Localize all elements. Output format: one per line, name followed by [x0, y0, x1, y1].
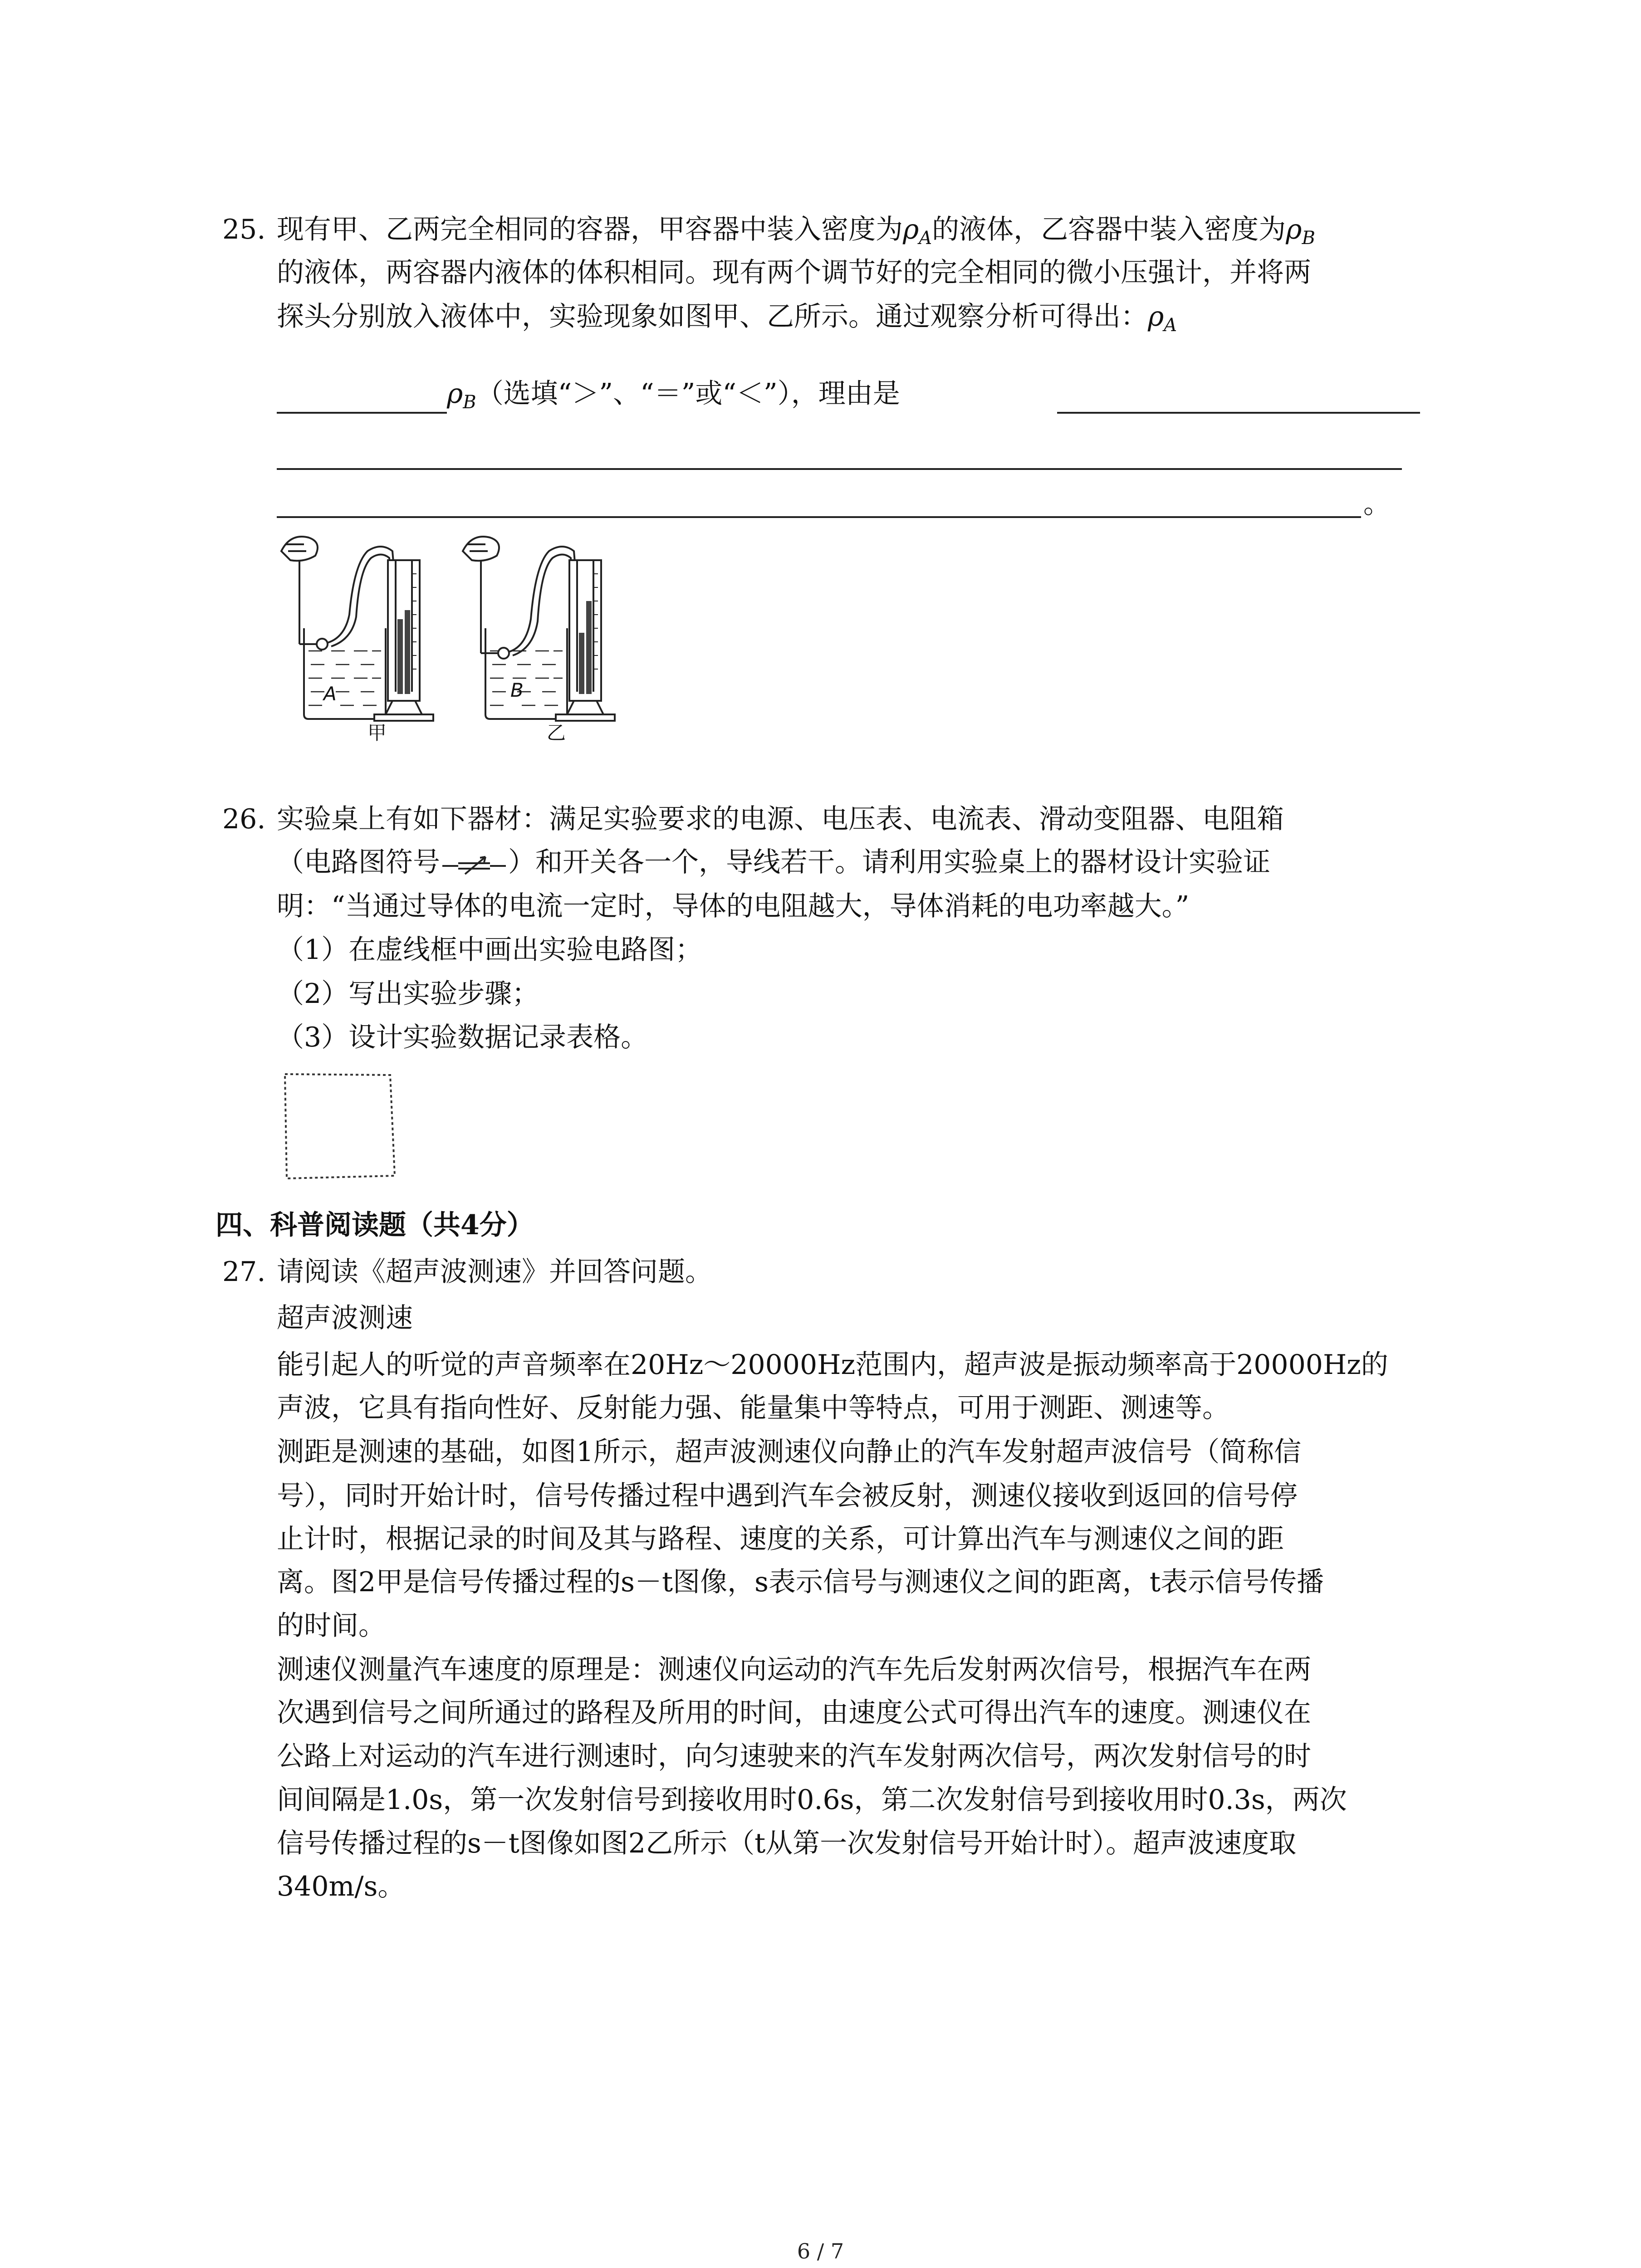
article-paragraph-2-line-4: 离。图2甲是信号传播过程的s－t图像，s表示信号与测速仪之间的距离，t表示信号传播 — [277, 1566, 1324, 1598]
rho-a-symbol: $\rho_A$ — [903, 214, 932, 249]
article-paragraph-3-line-2: 次遇到信号之间所通过的路程及所用的时间，由速度公式可得出汽车的速度。测速仪在 — [277, 1697, 1311, 1729]
question-26-text: （电路图符号 — [277, 846, 440, 878]
question-26-line-3: 明：“当通过导体的电流一定时，导体的电阻越大，导体消耗的电功率越大。” — [277, 890, 1190, 922]
question-25-line-3 — [277, 300, 1177, 342]
answer-blank-reason-line-3[interactable] — [277, 516, 1361, 518]
article-paragraph-2-line-3: 止计时，根据记录的时间及其与路程、速度的关系，可计算出汽车与测速仪之间的距 — [277, 1523, 1284, 1555]
answer-blank-comparison[interactable] — [277, 412, 447, 414]
article-paragraph-3-line-6: 340m/s。 — [277, 1871, 405, 1902]
question-25-text: 现有甲、乙两完全相同的容器，甲容器中装入密度为 — [277, 214, 903, 245]
article-paragraph-2-line-1: 测距是测速的基础，如图1所示，超声波测速仪向静止的汽车发射超声波信号（简称信 — [277, 1436, 1302, 1468]
rho-b-symbol: $\rho_B$ — [1286, 214, 1315, 249]
article-paragraph-3-line-1: 测速仪测量汽车速度的原理是：测速仪向运动的汽车先后发射两次信号，根据汽车在两 — [277, 1654, 1311, 1686]
question-number: 26. — [222, 803, 266, 835]
resistance-box-symbol-icon — [440, 850, 508, 878]
question-number: 27. — [222, 1256, 266, 1288]
question-26-step-1: （1）在虚线框中画出实验电路图； — [277, 934, 703, 966]
rho-b-symbol: $\rho_B$ — [447, 378, 476, 413]
question-25-text: （选填“＞”、“＝”或“＜”），理由是 — [476, 378, 900, 410]
article-paragraph-3-line-4: 间间隔是1.0s，第一次发射信号到接收用时0.6s，第二次发射信号到接收用时0.3s，两次 — [277, 1784, 1347, 1816]
question-26-line-1: 实验桌上有如下器材：满足实验要求的电源、电压表、电流表、滑动变阻器、电阻箱 — [277, 803, 1284, 835]
question-26-step-2: （2）写出实验步骤； — [277, 978, 539, 1010]
question-26-step-3: （3）设计实验数据记录表格。 — [277, 1022, 648, 1053]
circuit-drawing-box[interactable] — [281, 1070, 399, 1182]
question-25-line-4 — [447, 377, 900, 419]
question-26-text: ）和开关各一个，导线若干。请利用实验桌上的器材设计实验证 — [508, 846, 1270, 878]
liquid-label-b: B — [510, 679, 524, 701]
section-4-heading: 四、科普阅读题（共4分） — [216, 1209, 534, 1241]
page-number: 6 / 7 — [797, 2239, 844, 2263]
pressure-gauge-figure — [272, 524, 662, 755]
article-paragraph-1-line-2: 声波，它具有指向性好、反射能力强、能量集中等特点，可用于测距、测速等。 — [277, 1392, 1230, 1424]
question-25-text: 的液体，乙容器中装入密度为 — [932, 214, 1286, 245]
article-paragraph-3-line-3: 公路上对运动的汽车进行测速时，向匀速驶来的汽车发射两次信号，两次发射信号的时 — [277, 1740, 1311, 1772]
article-paragraph-2-line-5: 的时间。 — [277, 1610, 386, 1642]
question-number: 25. — [222, 214, 266, 245]
article-title: 超声波测速 — [277, 1302, 413, 1334]
figure-caption-yi: 乙 — [547, 722, 566, 744]
figure-caption-jia: 甲 — [367, 722, 387, 744]
article-paragraph-2-line-2: 号），同时开始计时，信号传播过程中遇到汽车会被反射，测速仪接收到返回的信号停 — [277, 1480, 1298, 1512]
answer-blank-reason-line-2[interactable] — [277, 468, 1402, 470]
question-26-line-2 — [277, 846, 1270, 879]
rho-a-symbol: $\rho_A$ — [1148, 301, 1177, 336]
figure-jia — [281, 537, 433, 721]
article-paragraph-3-line-5: 信号传播过程的s－t图像如图2乙所示（t从第一次发射信号开始计时）。超声波速度取 — [277, 1828, 1297, 1859]
end-mark: 。 — [1363, 488, 1391, 520]
question-27-intro: 请阅读《超声波测速》并回答问题。 — [277, 1256, 712, 1288]
article-paragraph-1-line-1: 能引起人的听觉的声音频率在20Hz～20000Hz范围内，超声波是振动频率高于20000Hz的 — [277, 1349, 1388, 1381]
question-25-line-2: 的液体，两容器内液体的体积相同。现有两个调节好的完全相同的微小压强计，并将两 — [277, 257, 1311, 288]
liquid-label-a: A — [323, 683, 337, 705]
answer-blank-reason[interactable] — [1057, 412, 1420, 414]
figure-yi — [463, 537, 615, 721]
question-25-line-1 — [277, 213, 1315, 254]
question-25-text: 探头分别放入液体中，实验现象如图甲、乙所示。通过观察分析可得出： — [277, 301, 1148, 332]
